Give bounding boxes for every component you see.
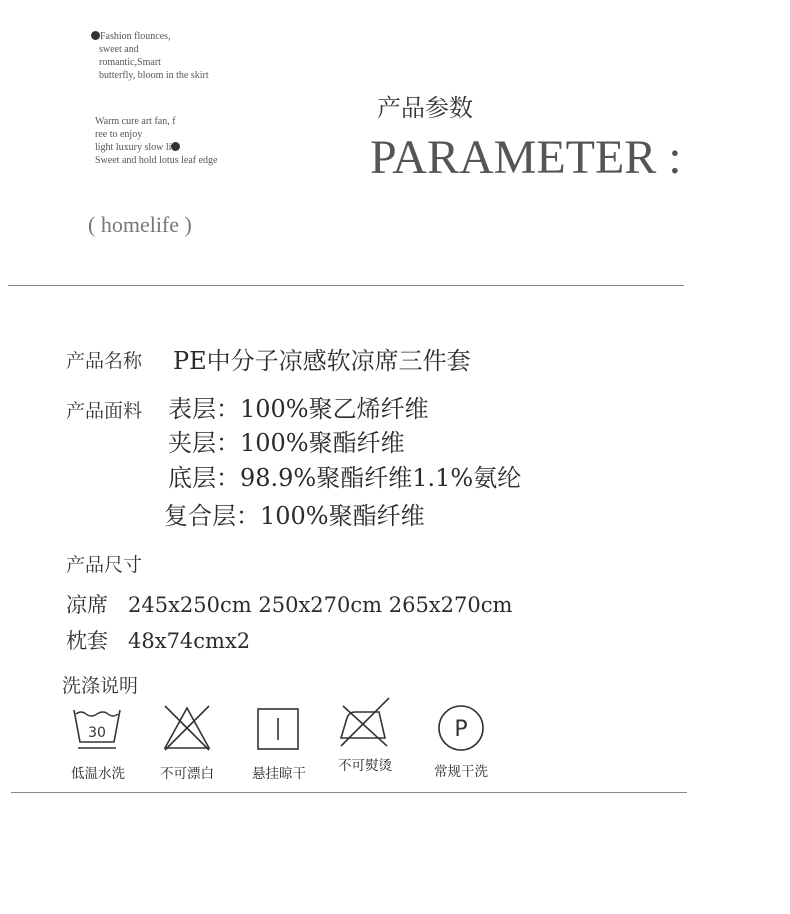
bullet-dot-icon [91,31,100,40]
intro-line: light luxury slow li [95,142,172,153]
intro-line: romantic,Smart [99,57,161,68]
dry-clean-p-icon [435,702,487,754]
intro-line: sweet and [99,44,139,55]
care-text: 不可漂白 [160,766,214,782]
divider-top [8,285,684,286]
homelife-tag: ( homelife ) [88,212,192,237]
product-name-value: PE中分子凉感软凉席三件套 [173,347,471,375]
wash-temp-number: 30 [88,725,106,741]
fabric-line: 复合层：100%聚酯纤维 [164,502,425,530]
product-name-label: 产品名称 [66,350,143,372]
size-value: 48x74cmx2 [128,629,251,653]
no-iron-icon [339,696,391,748]
hang-dry-icon [253,704,305,756]
intro-block-2 [95,115,217,167]
care-text: 悬挂晾干 [252,766,306,782]
dry-clean-letter: P [454,717,468,742]
divider-bottom [11,792,687,793]
bullet-dot-icon [171,142,180,151]
size-row-pillow [66,625,250,655]
intro-block-1 [91,30,209,82]
size-value: 245x250cm 250x270cm 265x270cm [128,593,513,617]
fabric-line: 底层：98.9%聚酯纤维1.1%氨纶 [168,464,522,492]
care-item-no-iron [320,696,410,774]
page-title-cn: 产品参数 [377,94,473,122]
care-text: 低温水洗 [71,766,125,782]
intro-line: Fashion flounces, [100,31,171,42]
fabric-label: 产品面料 [66,400,143,422]
intro-line: Sweet and hold lotus leaf edge [95,155,218,166]
intro-line: butterfly, bloom in the skirt [99,70,209,81]
care-item-wash [53,704,143,782]
fabric-line: 夹层：100%聚酯纤维 [168,429,405,457]
no-bleach-icon [161,704,213,756]
care-item-hang-dry [234,704,324,782]
care-item-dry-clean [416,702,506,780]
care-label: 洗涤说明 [62,675,139,697]
size-item: 枕套 [66,629,108,653]
care-text: 常规干洗 [434,764,488,780]
care-text: 不可熨烫 [338,758,392,774]
care-item-no-bleach [142,704,232,782]
size-label: 产品尺寸 [66,554,143,576]
wash-30-icon [71,704,123,756]
page-title-en: PARAMETER : [370,131,682,184]
size-item: 凉席 [66,593,108,617]
intro-line: Warm cure art fan, f [95,116,176,127]
fabric-line: 表层：100%聚乙烯纤维 [168,395,429,423]
intro-line: ree to enjoy [95,129,143,140]
size-row-mat [66,589,512,619]
